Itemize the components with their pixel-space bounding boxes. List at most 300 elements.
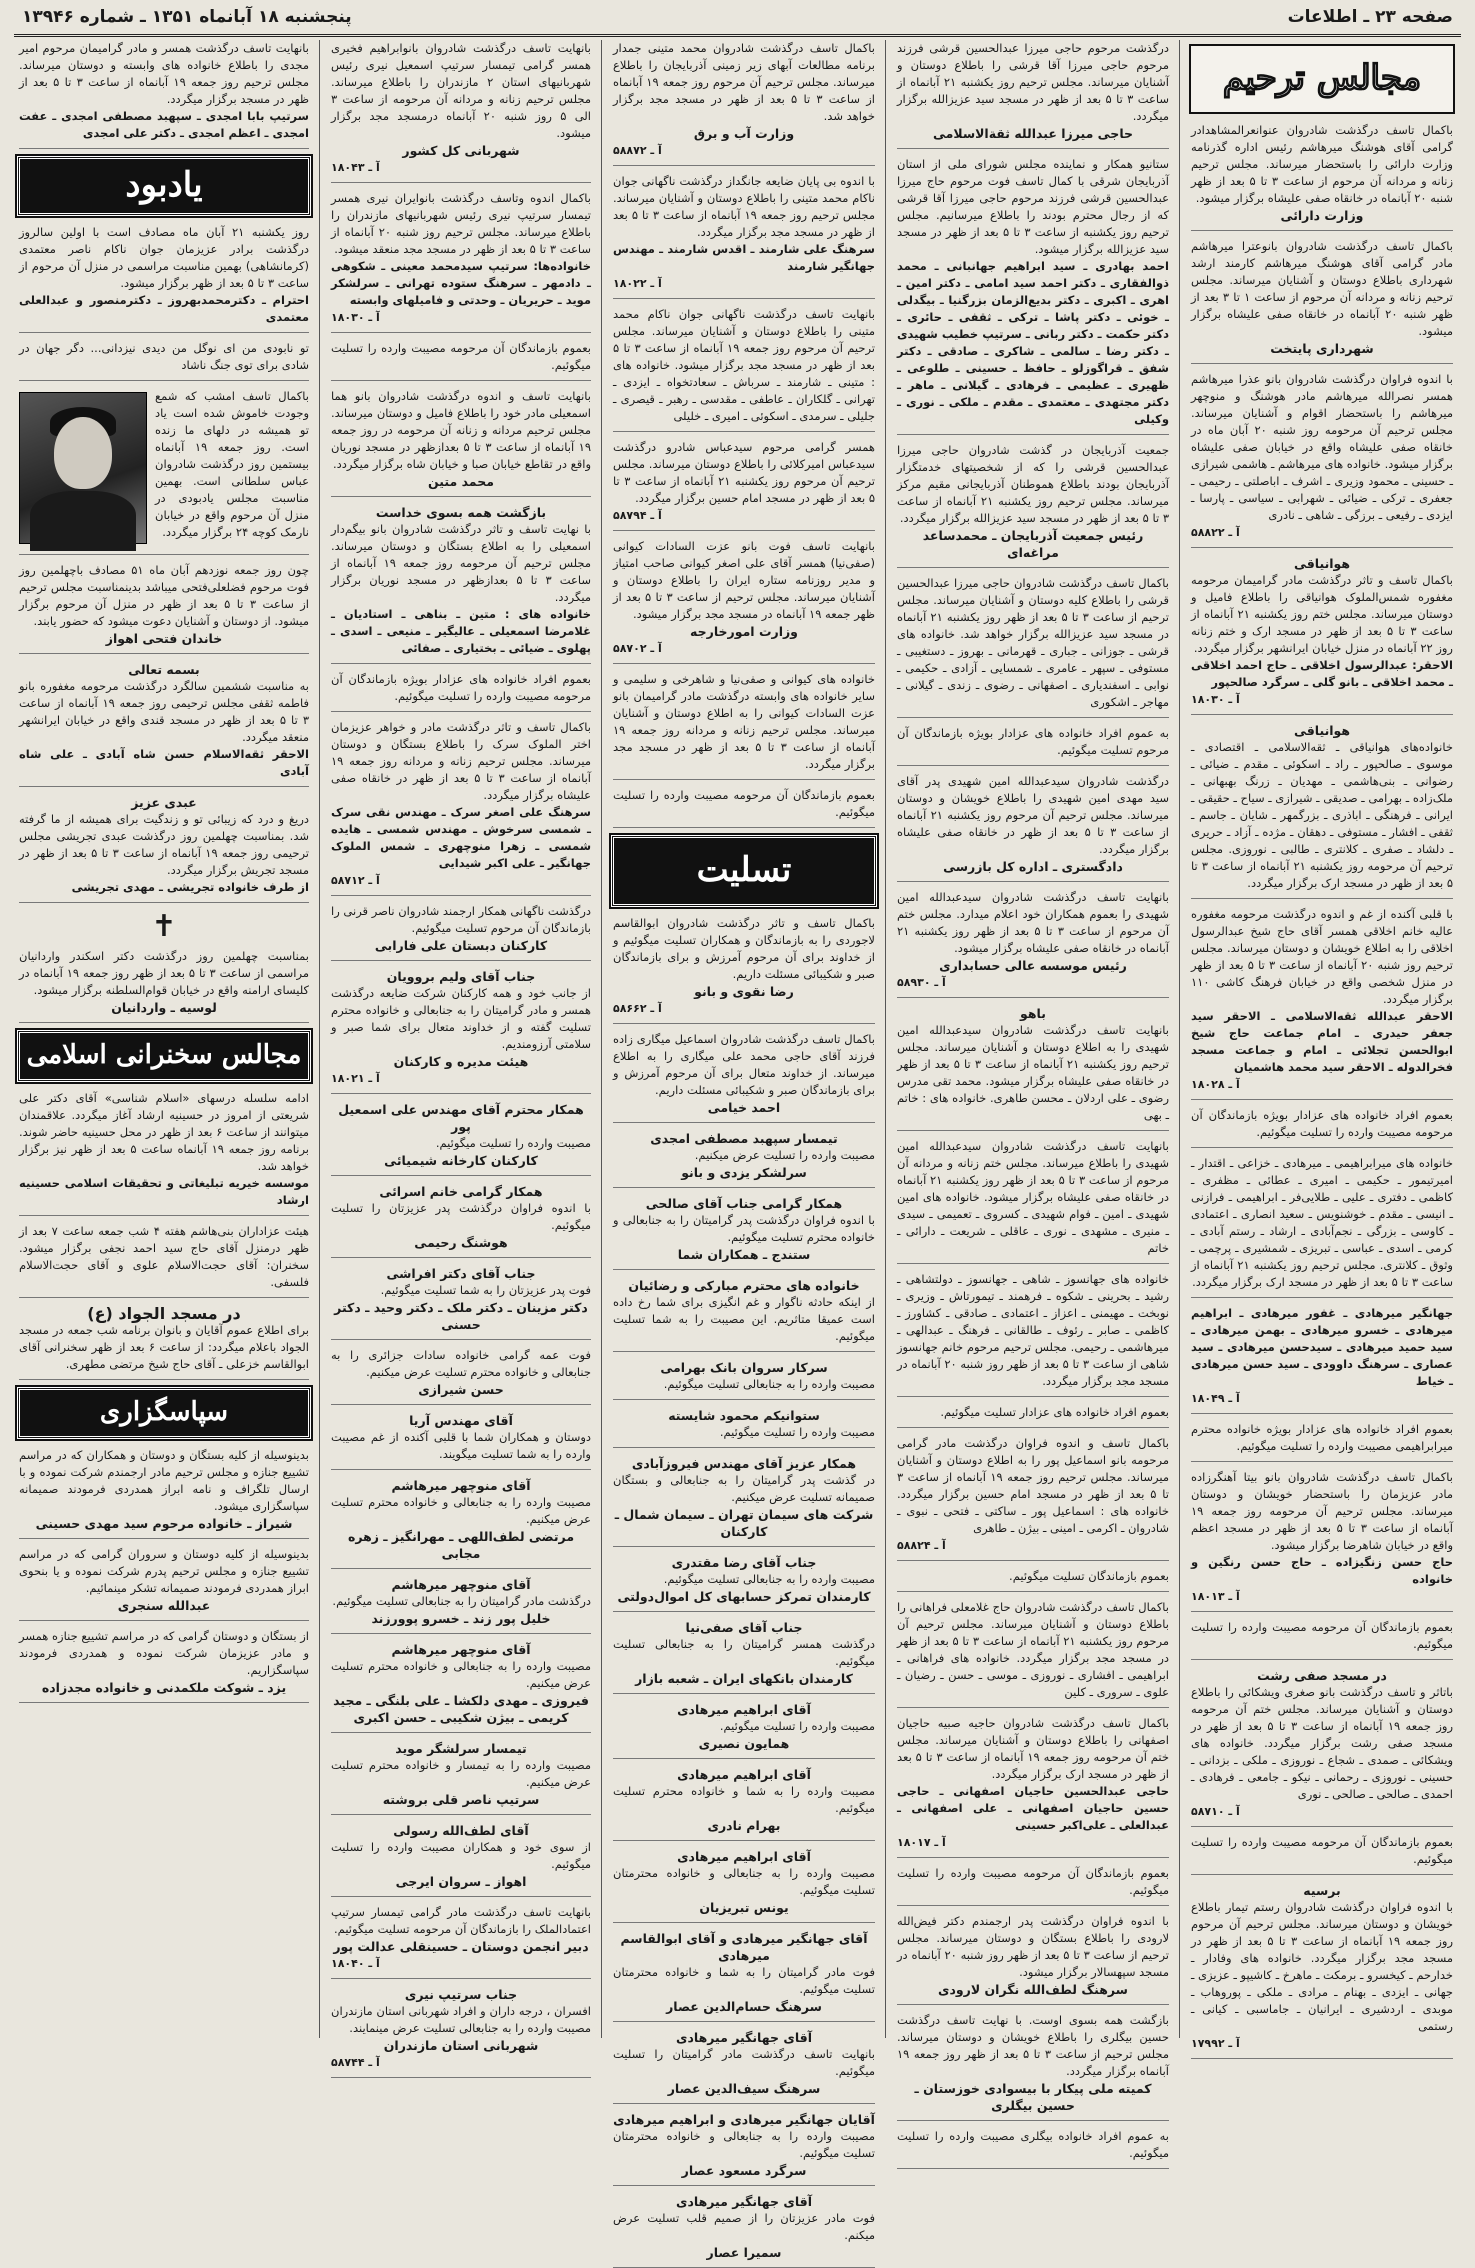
notice-text: بانهایت تاسف و اندوه درگذشت شادروان بانو هما اسمعیلی مادر خود را باطلاع فامیل و دوستان میرساند. مجلس ترحیم مردانه و زنانه آن مرحومه در روز جمعه ۱۹ آبانماه از ساعت ۳ تا ۵ بعدازظهر در مسجد نوریان واقع در تقاطع خیابان صبا و خیابان شاه برگزار میگردد.	[331, 389, 591, 471]
notice-text: مصیبت وارده را تسلیت میگوئیم.	[719, 1425, 875, 1439]
notice-signature: دکتر مزینان ـ دکتر ملک ـ دکتر وحید ـ دکتر حسنی	[334, 1300, 588, 1332]
notice	[613, 2029, 875, 2104]
notice-text: مصیبت وارده را به جنابعالی تسلیت میگوئیم.	[663, 1377, 875, 1391]
notice-text: خانواده های کیوانی و صفی‌نیا و شاهرخی و سلیمی و سایر خانواده های وابسته درگذشت مادر گرامیمان بانو عزت السادات کیوانی را به اطلاع دوستان و آشنایان میرساند. مجلس ترحیم زنانه و مردانه روز جمعه ۱۹ آبانماه از ساعت ۳ تا ۵ بعد از ظهر در مسجد مجد برگزار میگردد.	[613, 672, 875, 771]
notice	[897, 1913, 1169, 2005]
notice-signature: حاجی میرزا عبدالله ثقةالاسلامی	[932, 126, 1134, 141]
header-date-issue: پنجشنبه ۱۸ آبانماه ۱۳۵۱ ـ شماره ۱۳۹۴۶	[22, 7, 352, 27]
notice-text: بانهایت تاسف درگذشت شادروان بانوابراهیم فخیری همسر گرامی تیمسار سرتیپ اسمعیل نیری رئیس شهربانیهای استان ۲ مازندران را باطلاع میرساند. مجلس ترحیم زنانه و مردانه آن مرحومه از ساعت ۳ الی ۵ روز شنبه ۲۰ آبانماه درمسجد مجد برگزار میشود.	[331, 41, 591, 140]
notice-heading: جناب آقای صفی‌نیا	[685, 1620, 803, 1635]
notice	[613, 538, 875, 664]
notice-heading: در مسجد صفی رشت	[1257, 1668, 1387, 1683]
ad-code: آ ـ ۵۸۷۱۰	[1191, 1805, 1240, 1818]
notice	[613, 1701, 875, 1759]
notice-signature: از طرف خانواده تجریشی ـ مهدی تجریشی	[71, 880, 309, 894]
notice-heading: تیمسار سپهبد مصطفی امجدی	[650, 1131, 838, 1146]
notice-text: با اندوه فراوان درگذشت پدر ارجمندم دکتر فیض‌الله لارودی را باطلاع بستگان و دوستان میرساند. مجلس ترحیم از ساعت ۳ تا ۵ بعد از ظهر روز شنبه ۲۰ آبانماه در مسجد سپهسالار برگزار میشود.	[897, 1914, 1169, 1979]
notice	[331, 903, 591, 961]
notice-text: تو نابودی من ای نوگل من دیدی نیزدانی... دگر جهان در شادی برای توی جنگ ناشاد	[19, 341, 309, 372]
notice	[897, 1271, 1169, 1397]
column-4	[327, 40, 595, 2069]
notice-text: باکمال تاسف و اندوه فراوان درگذشت مادر گرامی مرحومه بانو اسماعیل پور را به اطلاع دوستان و آشنایان میرساند. مجلس ترحیم روز جمعه ۱۹ آبانماه از ساعت ۳ تا ۵ بعد از ظهر در مسجد امام حسین برگزار میگردد. خانواده های : اسماعیل پور ـ ساکتی ـ فتحی ـ نبوی ـ شادروان ـ اکرمی ـ امینی ـ بیژن ـ طاهری	[897, 1436, 1169, 1535]
notice	[331, 340, 591, 381]
notice-text: افسران ، درجه داران و افراد شهربانی استان مازندران مصیبت وارده را به جنابعالی تسلیت عرض مینمایند.	[331, 2004, 591, 2035]
notice	[1191, 371, 1453, 548]
notice-text: ستانیو همکار و نماینده مجلس شورای ملی از استان آذربایجان شرقی با کمال تاسف فوت مرحوم حاج میرزا عبدالحسین قرشی فرزند مرحوم حاجی میرزا آقا قرشی که از رجال محترم بودند را باطلاع میرسانیم. مجلس ترحیم روز یکشنبه از ساعت ۳ تا ۵ بعد از ظهر در مسجد سید عزیزالله برگزار میشود.	[897, 157, 1169, 256]
notice	[613, 915, 875, 1024]
notice	[1191, 1155, 1453, 1298]
ad-code: آ ـ ۱۸۰۳۰	[1191, 693, 1240, 706]
notice-text: فوت پدر عزیزتان را به شما تسلیت میگوئیم.	[380, 1283, 591, 1297]
ad-code: آ ـ ۱۸۰۱۳	[1191, 1590, 1240, 1603]
notice-signature: الاحقر عبدالله ثقه‌الاسلامی ـ الاحقر سید جعفر حیدری ـ امام جماعت حاج شیخ ابوالحسن تجلائی ـ امام و جماعت مسجد فخرالدوله ـ الاحقر سید محمد هاشمیان	[1191, 1009, 1453, 1074]
section-sepasgozari: سپاسگزاری	[17, 1387, 311, 1439]
notice-text: باکمال تاسف امشب که شمع وجودت خاموش شده است یاد تو همیشه در دلهای ما زنده است. روز جمعه ۱۹ آبانماه بیستمین روز درگذشت شادروان عباس سلطانی است. بهمین مناسبت مجلس یادبودی در منزل آن مرحوم واقع در خیابان نارمک کوچه ۲۴ برگزار میگردد.	[155, 389, 309, 539]
notice	[1191, 1619, 1453, 1660]
notice	[613, 1407, 875, 1448]
notice-signature: اهواز ـ سروان ایرجی	[395, 1874, 527, 1889]
notice	[897, 442, 1169, 568]
notice	[331, 719, 591, 896]
notice-heading: آقای منوچهر میرهاشم	[391, 1478, 531, 1493]
notice	[897, 1715, 1169, 1858]
notice	[1191, 906, 1453, 1100]
notice-heading: آقای جهانگیر میرهادی	[676, 2194, 812, 2209]
notice-text: بانهایت تاسف درگذشت شادروان سیدعبدالله امین شهیدی را بعموم همکاران خود اعلام میدارد. مجلس ختم آن مرحوم از ساعت ۳ تا ۵ بعد از ظهر روز یکشنبه ۲۱ آبانماه در خانقاه صفی علیشاه برگزار میشود.	[897, 890, 1170, 955]
notice	[331, 1412, 591, 1470]
notice-signature: شهربانی کل کشور	[402, 143, 520, 158]
notice-heading: تیمسار سرلشگر موید	[395, 1741, 527, 1756]
notice	[613, 671, 875, 780]
notice-heading: جناب سرتیپ نیری	[404, 1987, 518, 2002]
notice-heading: جناب آقای ولیم بروویان	[386, 969, 536, 984]
notice-signature: سرهنگ حسام‌الدین عصار	[666, 1999, 822, 2014]
notice-signature: شهرداری پایتخت	[1270, 341, 1374, 356]
notice-signature: محمد متین	[428, 474, 494, 489]
notice	[19, 1447, 309, 1539]
notice	[1191, 1882, 1453, 2059]
notice	[897, 1138, 1169, 1264]
notice-heading: همکار محترم آقای مهندس علی اسمعیل پور	[338, 1102, 584, 1134]
notice-heading: آقای منوچهر میرهاشم	[391, 1642, 531, 1657]
notice-text: درگذشت همسر گرامیتان را به جنابعالی تسلیت میگوئیم.	[613, 1637, 875, 1668]
notice	[613, 1359, 875, 1400]
notice-text: از جانب خود و همه کارکنان شرکت ضایعه درگذشت همسر و مادر گرامیتان را به جنابعالی و خانواده محترم تسلیت گفته و از خداوند متعال برای شما صبر و سلامتی آرزومندیم.	[331, 986, 591, 1051]
notice-heading: همکار عزیز آقای مهندس فیروزآبادی	[631, 1456, 857, 1471]
notice-text: به مناسبت ششمین سالگرد درگذشت مرحومه مغفوره بانو فاطمه ثقفی مجلس ترحیمی روز جمعه ۱۹ آبانماه از ساعت ۳ تا ۵ بعد از ظهر در مسجد قندی واقع در خیابان ایرانشهر منعقد میگردد.	[19, 679, 310, 744]
notice	[613, 1766, 875, 1841]
ad-code: آ ـ ۱۸۰۴۳	[331, 161, 380, 174]
notice	[331, 1347, 591, 1405]
notice-text: خانواده‌های هوانیاقی ـ ثقه‌الاسلامی ـ اقتصادی ـ موسوی ـ صالحپور ـ راد ـ اسکوئی ـ مقدم ـ ضیائی ـ رضوانی ـ بنی‌هاشمی ـ مهدیان ـ زرنگ بهبهانی ـ ملک‌زاده ـ بهرامی ـ صدیقی ـ شیرازی ـ سیاح ـ حقیقی ـ ایرانی ـ فرهنگی ـ اباذری ـ بزرگمهر ـ شایان ـ جاسم ـ ثقفی ـ افشار ـ مستوفی ـ دهقان ـ مژده ـ آزاد ـ حریری ـ دلشاد ـ صفری ـ کلانتری ـ طالبی ـ نوروزی. مجلس ترحیم آن مرحومه روز یکشنبه ۲۱ آبانماه از ساعت ۳ تا ۵ بعد از ظهر در مسجد ارک برگزار میگردد.	[1191, 740, 1453, 890]
notice-signature: خانواده‌ها: سرتیپ سیدمحمد معینی ـ شکوهی ـ دادمهر ـ سرهنگ ستوده تهرانی ـ سرلشکر موید ـ حریریان ـ وحدتی و فامیلهای وابسته	[331, 259, 591, 307]
notice	[897, 725, 1169, 766]
notice	[1191, 1421, 1453, 1462]
notice-heading: جناب آقای دکتر افراشی	[386, 1266, 536, 1281]
notice-signature: خانواده های : متین ـ بناهی ـ استادیان ـ غلامرضا اسمعیلی ـ عالیگیر ـ منیعی ـ اسدی ـ پهلوی ـ ضیائی ـ بختیاری ـ صفائی	[331, 607, 591, 655]
notice	[897, 1404, 1169, 1428]
notice-signature: سرگرد مسعود عصار	[681, 2163, 807, 2178]
section-yadbood: یادبود	[17, 156, 311, 216]
notice-heading: باهو	[1020, 1006, 1046, 1021]
notice-text: باکمال تاسف درگذشت شادروان حاجیه صبیه حاجیان اصفهانی را باطلاع دوستان و آشنایان میرساند. مجلس ختم آن مرحومه روز جمعه ۱۹ آبانماه از ساعت ۳ تا ۵ بعد از ظهر در مسجد ارک برگزار میگردد.	[897, 1716, 1169, 1781]
notice-text: در گذشت پدر گرامیتان را به جنابعالی و بستگان صمیمانه تسلیت عرض میکنیم.	[613, 1473, 875, 1504]
notice	[613, 439, 875, 531]
notice-signature: وزارت آب و برق	[693, 126, 795, 141]
ad-code: آ ـ ۵۸۹۳۰	[897, 976, 946, 989]
notice-signature: بهرام نادری	[707, 1818, 781, 1833]
notice	[19, 562, 309, 654]
notice	[613, 306, 875, 432]
notice	[897, 2012, 1169, 2121]
notice-signature: سمیرا عصار	[706, 2245, 782, 2260]
notice	[613, 1554, 875, 1612]
notice-text: بعموم افراد خانواده های عزادار بویژه بازماندگان آن مرحومه مصیبت وارده را تسلیت میگوئیم.	[331, 672, 591, 703]
notice	[613, 40, 875, 166]
notice-text: باکمال تاسف درگذشت شادروان محمد متینی جمدار برنامه مطالعات آبهای زیر زمینی آذربایجان را باطلاع میرساند. مجلس ترحیم آن مرحوم روز جمعه ۱۹ آبانماه از ساعت ۳ تا ۵ بعد از ظهر در مسجد مجد برگزار خواهد شد.	[613, 41, 876, 123]
notice	[613, 1619, 875, 1694]
notice-text: فوت مادر عزیزتان را از صمیم قلب تسلیت عرض میکنم.	[613, 2211, 875, 2242]
section-tasliat: تسلیت	[611, 835, 877, 907]
notice	[613, 173, 875, 299]
notice-text: برای اطلاع عموم آقایان و بانوان برنامه شب جمعه در مسجد الجواد باعلام میگردد: از ساعت ۶ بعد از ظهر سخنرانی آقای ابوالقاسم خزعلی ـ آقای حاج شیخ مرتضی مطهری.	[19, 1323, 309, 1371]
notice-heading: بازگشت همه بسوی خداست	[375, 505, 547, 520]
notice-text: مصیبت وارده را به تیمسار و خانواده محترم تسلیت عرض میکنیم.	[331, 1758, 591, 1789]
notice-signature: سرهنگ سیف‌الدین عصار	[667, 2081, 821, 2096]
notice	[19, 948, 309, 1023]
notice-text: بانهایت تاسف فوت بانو عزت السادات کیوانی (صفی‌نیا) همسر آقای علی اصغر کیوانی صاحب امتیاز و مدیر روزنامه ستاره ایران را باطلاع دوستان و آشنایان میرساند. مجلس ترحیم از ساعت ۳ تا ۵ بعد از ظهر جمعه ۱۹ آبانماه در مسجد مجد برگزار میشود.	[613, 539, 875, 621]
notice-heading: بسمه تعالی	[128, 662, 200, 677]
column-rule	[319, 40, 320, 2038]
notice-signature: وزارت دارائی	[1280, 208, 1364, 223]
notice-text: بدینوسیله از کلیه دوستان و سروران گرامی که در مراسم تشییع جنازه و مجلس ترحیم پدرم شرکت نموده و یا بنحوی ابراز همدردی فرمودند صمیمانه تشکر مینمائیم.	[19, 1547, 309, 1595]
notice	[331, 671, 591, 712]
column-3	[609, 40, 879, 2260]
notice-text: از بستگان و دوستان گرامی که در مراسم تشییع جنازه همسر و مادر عزیزمان شرکت نموده و همدردی فرمودند سپاسگزاریم.	[19, 1629, 309, 1677]
notice-heading: جناب آقای رضا مقتدری	[671, 1555, 817, 1570]
notice	[613, 1277, 875, 1352]
notice-signature: رئیس جمعیت آذربایجان ـ محمدساعد مراغه‌ای	[922, 528, 1144, 560]
notice	[19, 1090, 309, 1216]
notice-text: بعموم بازماندگان آن مرحومه مصیبت وارده را تسلیت میگوئیم.	[1191, 1620, 1453, 1651]
notice-heading: همکار گرامی خانم اسرائی	[379, 1184, 543, 1199]
ad-code: آ ـ ۵۸۸۲۲	[1191, 526, 1240, 539]
notice-text: بعموم افراد خانواده های عزادار بویژه بازماندگان آن مرحومه مصیبت وارده را تسلیت میگوئیم.	[1191, 1108, 1453, 1139]
notice	[19, 1628, 309, 1703]
ad-code: آ ـ ۱۸۰۲۱	[331, 1072, 380, 1085]
notice-text: باکمال تاسف درگذشت شادروان عنوانعرالمشاهدادر گرامی آقای هوشنگ میرهاشم رئیس اداره گذرنامه وزارت دارائی را باستحضار میرساند. مجلس ترحیم زنانه و مردانه آن مرحوم از ساعت ۳ تا ۵ بعد از ظهر شنبه ۲۰ آبانماه در خانقاه صفی علیشاه برگزار میشود.	[1191, 123, 1453, 205]
notice-signature: کارمندان بانکهای ایران ـ شعبه بازار	[635, 1671, 853, 1686]
notice-text: خانواده های میرابراهیمی ـ میرهادی ـ خزاعی ـ اقتدار ـ امیرتیمور ـ حکیمی ـ امیری ـ عطائی ـ مظفری ـ کاظمی ـ دفتری ـ علیی ـ طلایی‌فر ـ ابراهیمی ـ فرازنی ـ انیسی ـ مقدم ـ خوشنویس ـ سعید انصاری ـ اعتمادی ـ کاوسی ـ بزرگی ـ نجم‌آبادی ـ ارشاد ـ رستم آبادی ـ کرمی ـ اسدی ـ عباسی ـ تبریزی ـ شمشیری ـ پرچمی ـ وثوق ـ کلانتری. مجلس ترحیم روز یکشنبه ۲۱ آبانماه از ساعت ۳ تا ۵ بعد از ظهر در مسجد ارک برگزار میگردد.	[1191, 1156, 1453, 1289]
notice-text: مصیبت وارده را به جنابعالی و خانواده محترمتان تسلیت میگوئیم.	[613, 2129, 875, 2160]
notice	[897, 40, 1169, 149]
column-2	[893, 40, 1173, 2160]
column-5	[15, 40, 313, 2038]
notice	[331, 1183, 591, 1258]
column-rule	[885, 40, 886, 2038]
notice	[19, 794, 309, 903]
notice	[19, 1546, 309, 1621]
notice-text: باکمال تاسف و تاثر درگذشت شادروان ابوالقاسم لاجوردی را به بازماندگان و همکاران تسلیت میگوئیم و از خداوند برای آن مرحوم آمرزش و برای بازماندگان صبر و شکیبائی مسئلت داریم.	[613, 916, 875, 981]
notice-signature: دادگستری ـ اداره کل بازرسی	[943, 859, 1123, 874]
notice	[1191, 1469, 1453, 1612]
notice	[331, 388, 591, 497]
notice-text: باکمال تاسف درگذشت شادروان بانوعترا میرهاشم مادر گرامی آقای هوشنگ میرهاشم کارمند ارشد شهرداری باطلاع دوستان و آشنایان میرساند. مجلس ترحیم زنانه و مردانه آن مرحوم از ساعت ۱ تا ۳ بعد از ظهر شنبه ۲۰ آبانماه در خانقاه صفی علیشاه برگزار میشود.	[1191, 239, 1453, 338]
ad-code: آ ـ ۵۸۶۶۲	[613, 1002, 662, 1015]
notice	[613, 2111, 875, 2186]
notice-heading: آقای ابراهیم میرهادی	[677, 1849, 811, 1864]
notice-text: چون روز جمعه نوزدهم آبان ماه ۵۱ مصادف باچهلمین روز فوت مرحوم فضلعلی‌فتحی میباشد بدینمناسبت مجلس ترحیم از ساعت ۳ تا ۵ بعد از ظهر در منزل آن مرحوم برگزار میشود. از دوستان و آشنایان دعوت میشود که حضور یابند.	[19, 563, 310, 628]
notice-text: باکمال اندوه وتاسف درگذشت بانوایران نیری همسر تیمسار سرتیپ نیری رئیس شهربانیهای مازندران را باطلاع میرساند. مجلس ترحیم روز شنبه ۲۰ آبانماه از ساعت ۳ تا ۵ بعد از ظهر در مسجد مجد منعقد میشود.	[331, 191, 591, 256]
notice-heading: آقای منوچهر میرهاشم	[391, 1577, 531, 1592]
notice-heading: عبدی عزیز	[131, 795, 197, 810]
notice-signature: سرلشکر یزدی و بانو	[681, 1165, 807, 1180]
notice-signature: شرکت های سیمان تهران ـ سیمان شمال ـ کارکنان	[614, 1507, 874, 1539]
ad-code: آ ـ ۵۸۸۲۴	[897, 1539, 946, 1552]
column-rule	[601, 40, 602, 2038]
notice-text: بدینوسیله از کلیه بستگان و دوستان و همکاران که در مراسم تشییع جنازه و مجلس ترحیم مادر ارجمندم شرکت نموده و با ارسال تلگراف و نامه ابراز همدردی فرمودند صمیمانه سپاسگزاری میشود.	[19, 1448, 309, 1513]
notice-text: با اندوه فراوان درگذشت شادروان بانو عذرا میرهاشم همسر نصرالله میرهاشم مادر هوشنگ و منوچهر میرهاشم را باستحضار اقوام و آشنایان میرساند. مجلس ترحیم آن مرحومه روز شنبه ۲۰ آبان ماه در خانقاه صفی علیشاه واقع در خیابان صفی علیشاه برگزار میشود. خانواده های میرهاشم ـ هاشمی شیرازی ـ حسینی ـ محمود وزیری ـ اشرف ـ اباصلتی ـ رحیمی ـ جعفری ـ ترکی ـ ضیائی ـ شهرابی ـ سیاسی ـ پارسا ـ ایزدی ـ رفیعی ـ برزگی ـ شاهی ـ نادری	[1191, 372, 1453, 522]
notice-text: بعموم افراد خانواده های عزادار بویژه خانواده محترم میرابراهیمی مصیبت وارده را تسلیت میگوئیم.	[1191, 1422, 1453, 1453]
notice-heading: همکار گرامی جناب آقای صالحی	[645, 1196, 843, 1211]
notice-text: بعموم بازماندگان آن مرحومه مصیبت وارده را تسلیت میگوئیم.	[897, 1866, 1169, 1897]
notice	[1191, 1107, 1453, 1148]
notice-text: بانهایت تاسف درگذشت شادروان سیدعبدالله امین شهیدی را باطلاع میرساند. مجلس ختم زنانه و مردانه آن مرحوم از ساعت ۳ تا ۵ بعد از ظهر روز یکشنبه ۲۱ آبانماه در خانقاه صفی علیشاه برگزار میشود. خانواده های امین شهیدی ـ امین ـ فوام شهیدی ـ کسروی ـ تعمیمی ـ سیدی ـ منیری ـ مشهدی ـ نوری ـ عاقلی ـ شریعت ـ دارائی ـ خاتم	[897, 1139, 1170, 1255]
notice-text: به عموم افراد خانواده های عزادار بویژه بازماندگان آن مرحوم تسلیت میگوئیم.	[897, 726, 1169, 757]
ad-code: آ ـ ۵۸۸۷۲	[613, 144, 662, 157]
notice-signature: سرهنگ لطف‌الله نگران لارودی	[938, 1982, 1128, 1997]
notice-signature: احترام ـ دکترمحمدبهروز ـ دکترمنصور و عبدالعلی معتمدی	[19, 293, 309, 324]
notice-text: باکمال تاسف درگذشت شادروان بانو بیتا آهنگرزاده مادر عزیزمان را باستحضار خویشان و دوستان میرساند. مجلس ترحیم آن مرحومه روز جمعه ۱۹ آبانماه از ساعت ۳ تا ۵ بعد از ظهر در مسجد اعظم واقع در خیابان شاهرضا برگزار میشود.	[1191, 1470, 1453, 1552]
notice-text: با اندوه بی پایان ضایعه جانگداز درگذشت ناگهانی جوان ناکام محمد متینی را باطلاع دوستان و آشنایان میرساند. مجلس ترحیم روز جمعه ۱۹ آبانماه از ساعت ۳ تا ۵ بعد از ظهر در مسجد مجد برگزار میگردد.	[613, 174, 875, 239]
notice-heading: خانواده های محترم مبارکی و رضائیان	[628, 1278, 860, 1293]
notice	[613, 1195, 875, 1270]
notice-text: بانهایت تاسف درگذشت مادر گرامیتان را تسلیت میگوئیم.	[613, 2047, 875, 2078]
notice	[613, 1031, 875, 1123]
memorial-portrait	[19, 392, 147, 544]
ad-code: آ ـ ۱۸۰۴۹	[1191, 1392, 1240, 1405]
notice	[1191, 1305, 1453, 1414]
notice-text: درگذشت مرحوم حاجی میرزا عبدالحسین قرشی فرزند مرحوم حاجی میرزا آقا قرشی را باطلاع دوستان و آشنایان میرساند. مجلس ترحیم روز یکشنبه ۲۱ آبانماه از ساعت ۳ تا ۵ بعد از ظهر در مسجد سید عزیزالله برگزار میگردد.	[897, 41, 1170, 123]
notice-heading: آقای ابراهیم میرهادی	[677, 1767, 811, 1782]
notice-text: از سوی خود و همکاران مصیبت وارده را تسلیت میگوئیم.	[331, 1840, 591, 1871]
notice-signature: کارکنان کارخانه شیمیائی	[384, 1153, 538, 1168]
notice-signature: شهربانی استان مازندران	[383, 2038, 539, 2053]
notice-signature: شیراز ـ خانواده مرحوم سید مهدی حسینی	[35, 1516, 293, 1531]
notice-text: باکمال تاسف و تاثر درگذشت مادر گرامیمان مرحومه مغفوره شمس‌الملوک هوانیاقی را باطلاع فامیل و دوستان میرساند. مجلس ختم روز یکشنبه ۲۱ آبانماه از ساعت ۳ تا ۵ بعد از ظهر در مسجد ارک و ختم زنانه روز ۲۲ آبانماه در منزل خیابان ایرانشهر برگزار میگردد.	[1191, 573, 1453, 655]
notice-text: خانواده های جهانسوز ـ شاهی ـ جهانسوز ـ دولتشاهی ـ رشید ـ بحرینی ـ شکوه ـ فرهمند ـ تیمورتاش ـ وزیری ـ نوبخت ـ مهیمنی ـ اعزاز ـ اعتمادی ـ صادقی ـ کشاورز ـ کاظمی ـ صابر ـ رئوف ـ طالقانی ـ فرهنگ ـ عبدالهی ـ میرهاشمی ـ رحیمی. مجلس ترحیم مرحوم خانم جهانسوز شاهی از ساعت ۳ تا ۵ بعد از ظهر روز شنبه ۲۰ آبانماه در مسجد مجد برگزار میگردد.	[897, 1272, 1169, 1388]
notice-signature: کارمندان تمرکز حسابهای کل اموال‌دولتی	[617, 1589, 871, 1604]
column-1	[1187, 40, 1457, 2050]
notice	[897, 889, 1169, 998]
notice-text: ادامه سلسله درسهای «اسلام شناسی» آقای دکتر علی شریعتی از امروز در حسینیه ارشاد آغاز میگردد. علاقمندان میتوانند از ساعت ۶ بعد از ظهر در محل حسینیه حاضر شوند. برنامه روز جمعه ۱۹ آبانماه ساعت ۵ بعد از ظهر نیز برگزار خواهد شد.	[19, 1091, 309, 1173]
notice-signature: خاندان فتحی اهواز	[105, 631, 223, 646]
notice-signature: جهانگیر میرهادی ـ غفور میرهادی ـ ابراهیم میرهادی ـ خسرو میرهادی ـ بهمن میرهادی ـ سید حمید میرهادی ـ سیدحسن میرهادی ـ سید عصاری ـ سرهنگ داوودی ـ سید حسن میرهادی ـ خیاط	[1191, 1306, 1453, 1388]
notice-text: با اندوه فراوان درگذشت پدر گرامیتان را به جنابعالی و خانواده محترم تسلیت میگوئیم.	[613, 1213, 875, 1244]
notice-heading: برسیه	[1303, 1883, 1341, 1898]
notice-heading: آقای لطف‌الله رسولی	[393, 1823, 529, 1838]
notice-text: جمعیت آذربایجان در گذشت شادروان حاجی میرزا عبدالحسین قرشی را که از شخصیتهای خدمتگزار آذربایجان بودند باطلاع هموطنان آذربایجانی مقیم مرکز میرساند. مجلس ترحیم روز یکشنبه ۲۱ آبانماه از ساعت ۳ تا ۵ بعد از ظهر در مسجد سید عزیزالله برگزار میگردد.	[897, 443, 1169, 525]
ad-code: آ ـ ۵۸۷۹۴	[613, 509, 662, 522]
notice-text: از اینکه حادثه ناگوار و غم انگیزی برای شما رخ داده است عمیقا متاثریم. این مصیبت را به شما تسلیت میگوئیم.	[613, 1295, 875, 1343]
column-rule	[1179, 40, 1180, 2038]
notice	[897, 1865, 1169, 1906]
notice-signature: مرتضی لطف‌اللهی ـ مهرانگیز ـ زهره مجابی	[347, 1529, 575, 1561]
notice	[331, 1904, 591, 1979]
notice	[1191, 555, 1453, 715]
notice-text: بعموم بازماندگان آن مرحومه مصیبت وارده را تسلیت میگوئیم.	[331, 341, 591, 372]
notice-text: بانهایت تاسف درگذشت ناگهانی جوان ناکام محمد متینی را باطلاع دوستان و آشنایان میرساند. مجلس ترحیم آن مرحوم روز جمعه ۱۹ آبانماه از ساعت ۳ تا ۵ بعد از ظهر در مسجد مجد برگزار میشود. خانواده های : متینی ـ شارمند ـ سرباش ـ سعادتخواه ـ ایزدی ـ تهرانی ـ گلکاران ـ عاطفی ـ مقدسی ـ رهبر ـ قیصری ـ جلیلی ـ سرمدی ـ اسکوئی ـ امیری ـ خلیلی	[613, 307, 875, 423]
notice	[1191, 122, 1453, 231]
notice-signature: حاجی عبدالحسین حاجیان اصفهانی ـ حاجی حسین حاجیان اصفهانی ـ علی اصفهانی ـ عبدالعلی ـ علی‌اکبر حسینی	[897, 1784, 1169, 1832]
notice-text: مصیبت وارده را تسلیت میگوئیم.	[435, 1136, 591, 1150]
notice	[897, 1568, 1169, 1592]
notice-text: بعموم بازماندگان آن مرحومه مصیبت وارده را تسلیت میگوئیم.	[1191, 1835, 1453, 1866]
notice-text: بازگشت همه بسوی اوست. با نهایت تاسف درگذشت حسین بیگلری را باطلاع خویشان و دوستان میرساند. مجلس ترحیم از ساعت ۳ تا ۵ بعد از ظهر روز جمعه ۱۹ آبانماه برگزار میگردد.	[897, 2013, 1170, 2078]
notice-signature: سرهنگ علی اصغر سرک ـ مهندس نقی سرک ـ شمسی سرخوش ـ مهندس شمسی ـ هایده شمسی ـ زهرا منوچهری ـ شمس الملوک جهانگیر ـ علی اکبر شیدایی	[331, 805, 591, 870]
notice-signature: لوسیه ـ واردانیان	[111, 1000, 217, 1015]
notice	[1191, 238, 1453, 364]
notice	[19, 661, 309, 787]
notice-text: با قلبی آکنده از غم و اندوه درگذشت مرحومه مغفوره عالیه خانم اخلاقی همسر آقای حاج شیخ عبدالرسول اخلاقی را به اطلاع خویشان و دوستان میرساند. مجلس ترحیم روز شنبه ۲۰ آبانماه از ساعت ۳ تا ۵ بعد از ظهر در منزل شخصی واقع در خیابان فرهنگ کاشی ۱۱۰ برگزار میگردد.	[1191, 907, 1453, 1006]
notice-signature: ستندج ـ همکاران شما	[677, 1247, 811, 1262]
notice-text: مصیبت وارده را به جنابعالی و خانواده محترم تسلیت عرض میکنیم.	[331, 1495, 591, 1526]
notice-signature: حسن شیرازی	[418, 1382, 504, 1397]
notice-heading: ستوانیکم محمود شایسته	[668, 1408, 820, 1423]
notice-text: مصیبت وارده را به شما و خانواده محترم تسلیت میگوئیم.	[613, 1784, 875, 1815]
notice	[19, 1305, 309, 1380]
notice-signature: احمد بهادری ـ سید ابراهیم جهانبانی ـ محمد ذوالفقاری ـ دکتر احمد سید امامی ـ دکتر امین ـ اهری ـ اکبری ـ دکتر بدیع‌الزمان بزرگنیا ـ بیگدلی ـ خوئی ـ دکتر پاشا ـ ترکی ـ ثقفی ـ حائری ـ دکتر حکمت ـ دکتر ربانی ـ سرتیپ خطیب شهیدی ـ دکتر رضا ـ سالمی ـ شاکری ـ صادقی ـ دکتر شفق ـ قراگوزلو ـ حافظ ـ حسینی ـ طلوعی ـ ظهیری ـ عظیمی ـ فرهادی ـ گیلانی ـ ماهر ـ دکتر مجتهدی ـ معتمدی ـ مقدم ـ ملکی ـ نوری ـ وکیلی	[897, 259, 1169, 426]
notice	[331, 190, 591, 333]
notice-signature: سرتیپ ناصر قلی بروشته	[382, 1792, 540, 1807]
notice-text: بانهایت تاسف درگذشت مادر گرامی تیمسار سرتیپ اعتمادالملک را بازماندگان آن مرحومه تسلیت میگوئیم.	[331, 1905, 591, 1936]
notice-text: بعموم بازماندگان آن مرحومه مصیبت وارده را تسلیت میگوئیم.	[613, 788, 875, 819]
notice-signature: الاحقر: عبدالرسول اخلاقی ـ حاج احمد اخلاقی ـ محمد اخلاقی ـ بانو گلی ـ سرگرد صالحپور	[1191, 658, 1453, 689]
notice-signature: موسسه خیریه تبلیغاتی و تحقیقات اسلامی حسینیه ارشاد	[19, 1176, 309, 1207]
notice-text: با اندوه فراوان درگذشت پدر عزیزتان را تسلیت میگوئیم.	[331, 1201, 591, 1232]
notice-signature: سرتیپ بابا امجدی ـ سپهبد مصطفی امجدی ـ عفت امجدی ـ اعظم امجدی ـ دکتر علی امجدی	[19, 109, 309, 140]
notice-text: مصیبت وارده را به جنابعالی و خانواده محترمتان تسلیت میگوئیم.	[613, 1866, 875, 1897]
section-majales-tarhim: مجالس ترحیم	[1189, 44, 1455, 114]
notice	[331, 1641, 591, 1733]
notice-text: باکمال تاسف درگذشت شادروان حاجی میرزا عبدالحسین قرشی را باطلاع کلیه دوستان و آشنایان میرساند. مجلس ترحیم از ساعت ۳ تا ۵ بعد از ظهر روز یکشنبه ۲۱ آبانماه در مسجد سید عزیزالله برگزار خواهد شد. خانواده های قرشی ـ جوزانی ـ جباری ـ قهرمانی ـ بهروز ـ دستغیبی ـ مستوفی ـ سپهر ـ عامری ـ شمسایی ـ آزادی ـ حکیمی ـ نوابی ـ اسفندیاری ـ اصفهانی ـ رضوی ـ زندی ـ گیلانی ـ مهاجر ـ اشکوری	[897, 576, 1170, 709]
notice-text: درگذشت مادر گرامیتان را به جنابعالی تسلیت میگوئیم.	[332, 1594, 591, 1608]
notice-signature: هیئت مدیره و کارکنان	[393, 1054, 529, 1069]
notice-signature: سرهنگ علی شارمند ـ اقدس شارمند ـ مهندس جهانگیر شارمند	[613, 242, 875, 273]
notice	[19, 40, 309, 149]
notice	[897, 1005, 1169, 1131]
notice-text: درگذشت ناگهانی همکار ارجمند شادروان ناصر قرنی را بازماندگان آن مرحوم تسلیت میگوئیم.	[331, 904, 591, 935]
notice	[897, 1435, 1169, 1561]
notice-text: با اندوه فراوان درگذشت شادروان رستم تیمار باطلاع خویشان و دوستان میرساند. مجلس ترحیم آن مرحوم روز جمعه ۱۹ آبانماه از ساعت ۳ تا ۵ بعد از ظهر در مسجد مجد برگزار میگردد. خانواده های وفادار ـ خدارحم ـ کیخسرو ـ برمکت ـ ماهرخ ـ کاشیپو ـ عزیزی ـ جهانی ـ ایزدی ـ بهنام ـ مرادی ـ ملکی ـ پوروهاب ـ موبدی ـ اردشیری ـ ایرانیان ـ جاماسبی ـ کیانی ـ رستمی	[1191, 1900, 1453, 2033]
notice-signature: کارکنان دبستان علی فارابی	[374, 938, 548, 953]
notice-text: مصیبت وارده را به جنابعالی و خانواده محترم تسلیت عرض میکنیم.	[331, 1659, 591, 1690]
notice-signature: فیروزی ـ مهدی دلکشا ـ علی بلنگی ـ مجید کریمی ـ بیژن شکیبی ـ حسن اکبری	[333, 1693, 589, 1725]
notice	[331, 1576, 591, 1634]
notice-heading: آقای ابراهیم میرهادی	[677, 1702, 811, 1717]
notice	[19, 340, 309, 381]
ad-code: آ ـ ۱۸۰۲۲	[613, 277, 662, 290]
notice-text: هیئت عزاداران بنی‌هاشم هفته ۴ شب جمعه ساعت ۷ بعد از ظهر درمنزل آقای حاج سید احمد نجفی برگزار میشود. سخنران: آقای حجت‌الاسلام علوی و آقای حجت‌الاسلام فلسفی.	[19, 1224, 309, 1289]
notice-text: فوت عمه گرامی خانواده سادات جزائری را به جنابعالی و خانواده محترم تسلیت عرض میکنیم.	[331, 1348, 591, 1379]
notice-signature: رئیس موسسه عالی حسابداری	[939, 958, 1127, 973]
notice	[331, 1822, 591, 1897]
cross-icon: ✝	[151, 909, 177, 944]
notice-text: بعموم افراد خانواده های عزادار تسلیت میگوئیم.	[940, 1405, 1169, 1419]
notice-text: باتاثر و تاسف درگذشت بانو صغری ویشکائی را باطلاع دوستان و آشنایان میرساند. مجلس ختم آن مرحومه روز جمعه ۱۹ آبانماه از ساعت ۳ تا ۵ بعد از ظهر در مسجد صفی رشت برگزار میگردد. خانواده های ویشکائی ـ صمدی ـ شجاع ـ نوروزی ـ ملکی ـ بزدانی ـ حسینی ـ نوروزی ـ رحمانی ـ نیکو ـ جامعی ـ فرهادی ـ احمدی ـ صالحی ـ صالحی ـ نوری	[1191, 1685, 1453, 1801]
notice-heading: هوانیاقی	[1293, 723, 1351, 738]
notice	[331, 40, 591, 183]
notice-text: باکمال تاسف درگذشت شادروان اسماعیل میگاری زاده فرزند آقای حاجی محمد علی میگاری را به اطلاع میرساند. از خداوند متعال برای آن مرحوم آمرزش و برای بازماندگان صبر و شکیبائی مسئلت داریم.	[613, 1032, 875, 1097]
header-page-number: صفحه ۲۳ ـ اطلاعات	[1287, 7, 1453, 27]
notice	[1191, 1834, 1453, 1875]
notice-signature: خلیل پور زند ـ خسرو پوورزند	[371, 1611, 551, 1626]
notice	[19, 388, 309, 555]
notice-heading: آقای جهانگیر میرهادی	[676, 2030, 812, 2045]
notice-text: باکمال تاسف درگذشت شادروان حاج غلامعلی فراهانی را باطلاع دوستان و آشنایان میرساند. مجلس ترحیم آن مرحوم روز یکشنبه ۲۱ آبانماه از ساعت ۳ تا ۵ بعد از ظهر در مسجد مجد برگزار میگردد. خانواده های فراهانی ـ ابراهیمی ـ افشاری ـ نوروزی ـ موسی ـ حسن ـ رضیان ـ علوی ـ سروری ـ کلین	[897, 1600, 1170, 1699]
notice-text: دریغ و درد که زیبائی تو و زندگیت برای همیشه از ما گرفته شد. بمناسبت چهلمین روز درگذشت عبدی تجریشی مجلس ترحیمی روز جمعه ۱۹ آبانماه از ساعت ۳ تا ۵ بعد از ظهر در مسجد تجریش برگزار میگردد.	[19, 812, 309, 877]
notice-heading: سرکار سروان بانک بهرامی	[660, 1360, 828, 1375]
notice	[613, 787, 875, 828]
notice	[331, 1740, 591, 1815]
page-header	[14, 0, 1461, 37]
notice-heading: آقای مهندس آریا	[409, 1413, 513, 1428]
notice	[613, 1130, 875, 1188]
ad-code: آ ـ ۱۸۰۴۰	[331, 1957, 380, 1970]
notice-text: دوستان و همکاران شما با قلبی آکنده از غم مصیبت وارده را به شما تسلیت میگویند.	[331, 1430, 591, 1461]
notice	[897, 156, 1169, 435]
notice	[331, 504, 591, 664]
notice	[1191, 722, 1453, 899]
section-majales-sokhanrani: مجالس سخنرانی اسلامی	[17, 1030, 311, 1082]
notice	[897, 1599, 1169, 1708]
notice-signature: عبدالله سنجری	[117, 1598, 211, 1613]
notice	[19, 224, 309, 333]
ad-code: آ ـ ۵۸۷۰۲	[613, 642, 662, 655]
notice-heading: آقایان جهانگیر میرهادی و ابراهیم میرهادی	[613, 2112, 875, 2127]
notice-signature: وزارت امورخارجه	[690, 624, 798, 639]
notice-text: همسر گرامی مرحوم سیدعباس شادرو درگذشت سیدعباس امیرکلائی را باطلاع دوستان میرساند. مجلس ترحیم آن مرحوم روز یکشنبه ۲۱ آبانماه از ساعت ۳ تا ۵ بعد از ظهر در مسجد امام حسین برگزار میگردد.	[613, 440, 875, 505]
notice	[331, 1265, 591, 1340]
notice-text: درگذشت شادروان سیدعبدالله امین شهیدی پدر آقای سید مهدی امین شهیدی را باطلاع خویشان و دوستان میرساند. مجلس ترحیم آن مرحوم روز یکشنبه ۲۱ آبانماه از ساعت ۳ تا ۵ بعد از ظهر در خانقاه صفی علیشاه برگزار میگردد.	[897, 774, 1169, 856]
notice-signature: دبیر انجمن دوستان ـ حسینقلی عدالت پور	[333, 1939, 589, 1954]
notice-signature: کمیته ملی پیکار با بیسوادی خوزستان ـ حسین بیگلری	[914, 2081, 1152, 2113]
ad-code: آ ـ ۱۷۹۹۲	[1191, 2037, 1240, 2050]
notice-text: با نهایت تاسف و تاثر درگذشت شادروان بانو بیگم‌دار اسمعیلی را به اطلاع بستگان و دوستان میرساند. مجلس ترحیم آن مرحومه روز جمعه ۱۹ آبانماه از ساعت ۳ تا ۵ بعدازظهر در مسجد نوریان برگزار میگردد.	[331, 522, 592, 604]
notice-signature: رضا نقوی و بانو	[694, 984, 794, 999]
ad-code: آ ـ ۵۸۷۴۴	[331, 2056, 380, 2069]
notice-signature: هوشنگ رحیمی	[414, 1235, 508, 1250]
notice-heading: آقای جهانگیر میرهادی و آقای ابوالقاسم میرهادی	[620, 1931, 868, 1963]
notice-text: مصیبت وارده را تسلیت عرض میکنیم.	[694, 1148, 875, 1162]
notice-text: مصیبت وارده را تسلیت میگوئیم.	[719, 1719, 875, 1733]
ad-code: آ ـ ۵۸۷۱۲	[331, 874, 380, 887]
ad-code: آ ـ ۱۸۰۲۸	[1191, 1078, 1240, 1091]
notice	[897, 575, 1169, 718]
notice	[613, 2193, 875, 2268]
notice	[331, 1986, 591, 2078]
notice-signature: یزد ـ شوکت ملکمدنی و خانواده مجدزاده	[41, 1680, 287, 1695]
notice-signature: حاج حسن زنگیزاده ـ حاج حسن رنگین و خانواده	[1191, 1555, 1453, 1586]
notice-text: مصیبت وارده را به جنابعالی تسلیت میگوئیم.	[663, 1572, 875, 1586]
notice	[897, 2128, 1169, 2169]
notice-text: به عموم افراد خانواده بیگلری مصیبت وارده را تسلیت میگوئیم.	[897, 2129, 1169, 2160]
ad-code: آ ـ ۱۸۰۳۰	[331, 311, 380, 324]
notice	[1191, 1667, 1453, 1827]
notice-signature: همایون نصیری	[698, 1736, 790, 1751]
notice-text: بعموم بازماندگان تسلیت میگوئیم.	[1009, 1569, 1169, 1583]
notice-text: روز یکشنبه ۲۱ آبان ماه مصادف است با اولین سالروز درگذشت برادر عزیزمان جوان ناکام ناصر معتمدی (کرمانشاهی) بهمین مناسبت مراسمی در منزل آن مرحوم از ساعت ۳ تا ۵ بعد از ظهر برگزار میشود.	[19, 225, 310, 290]
